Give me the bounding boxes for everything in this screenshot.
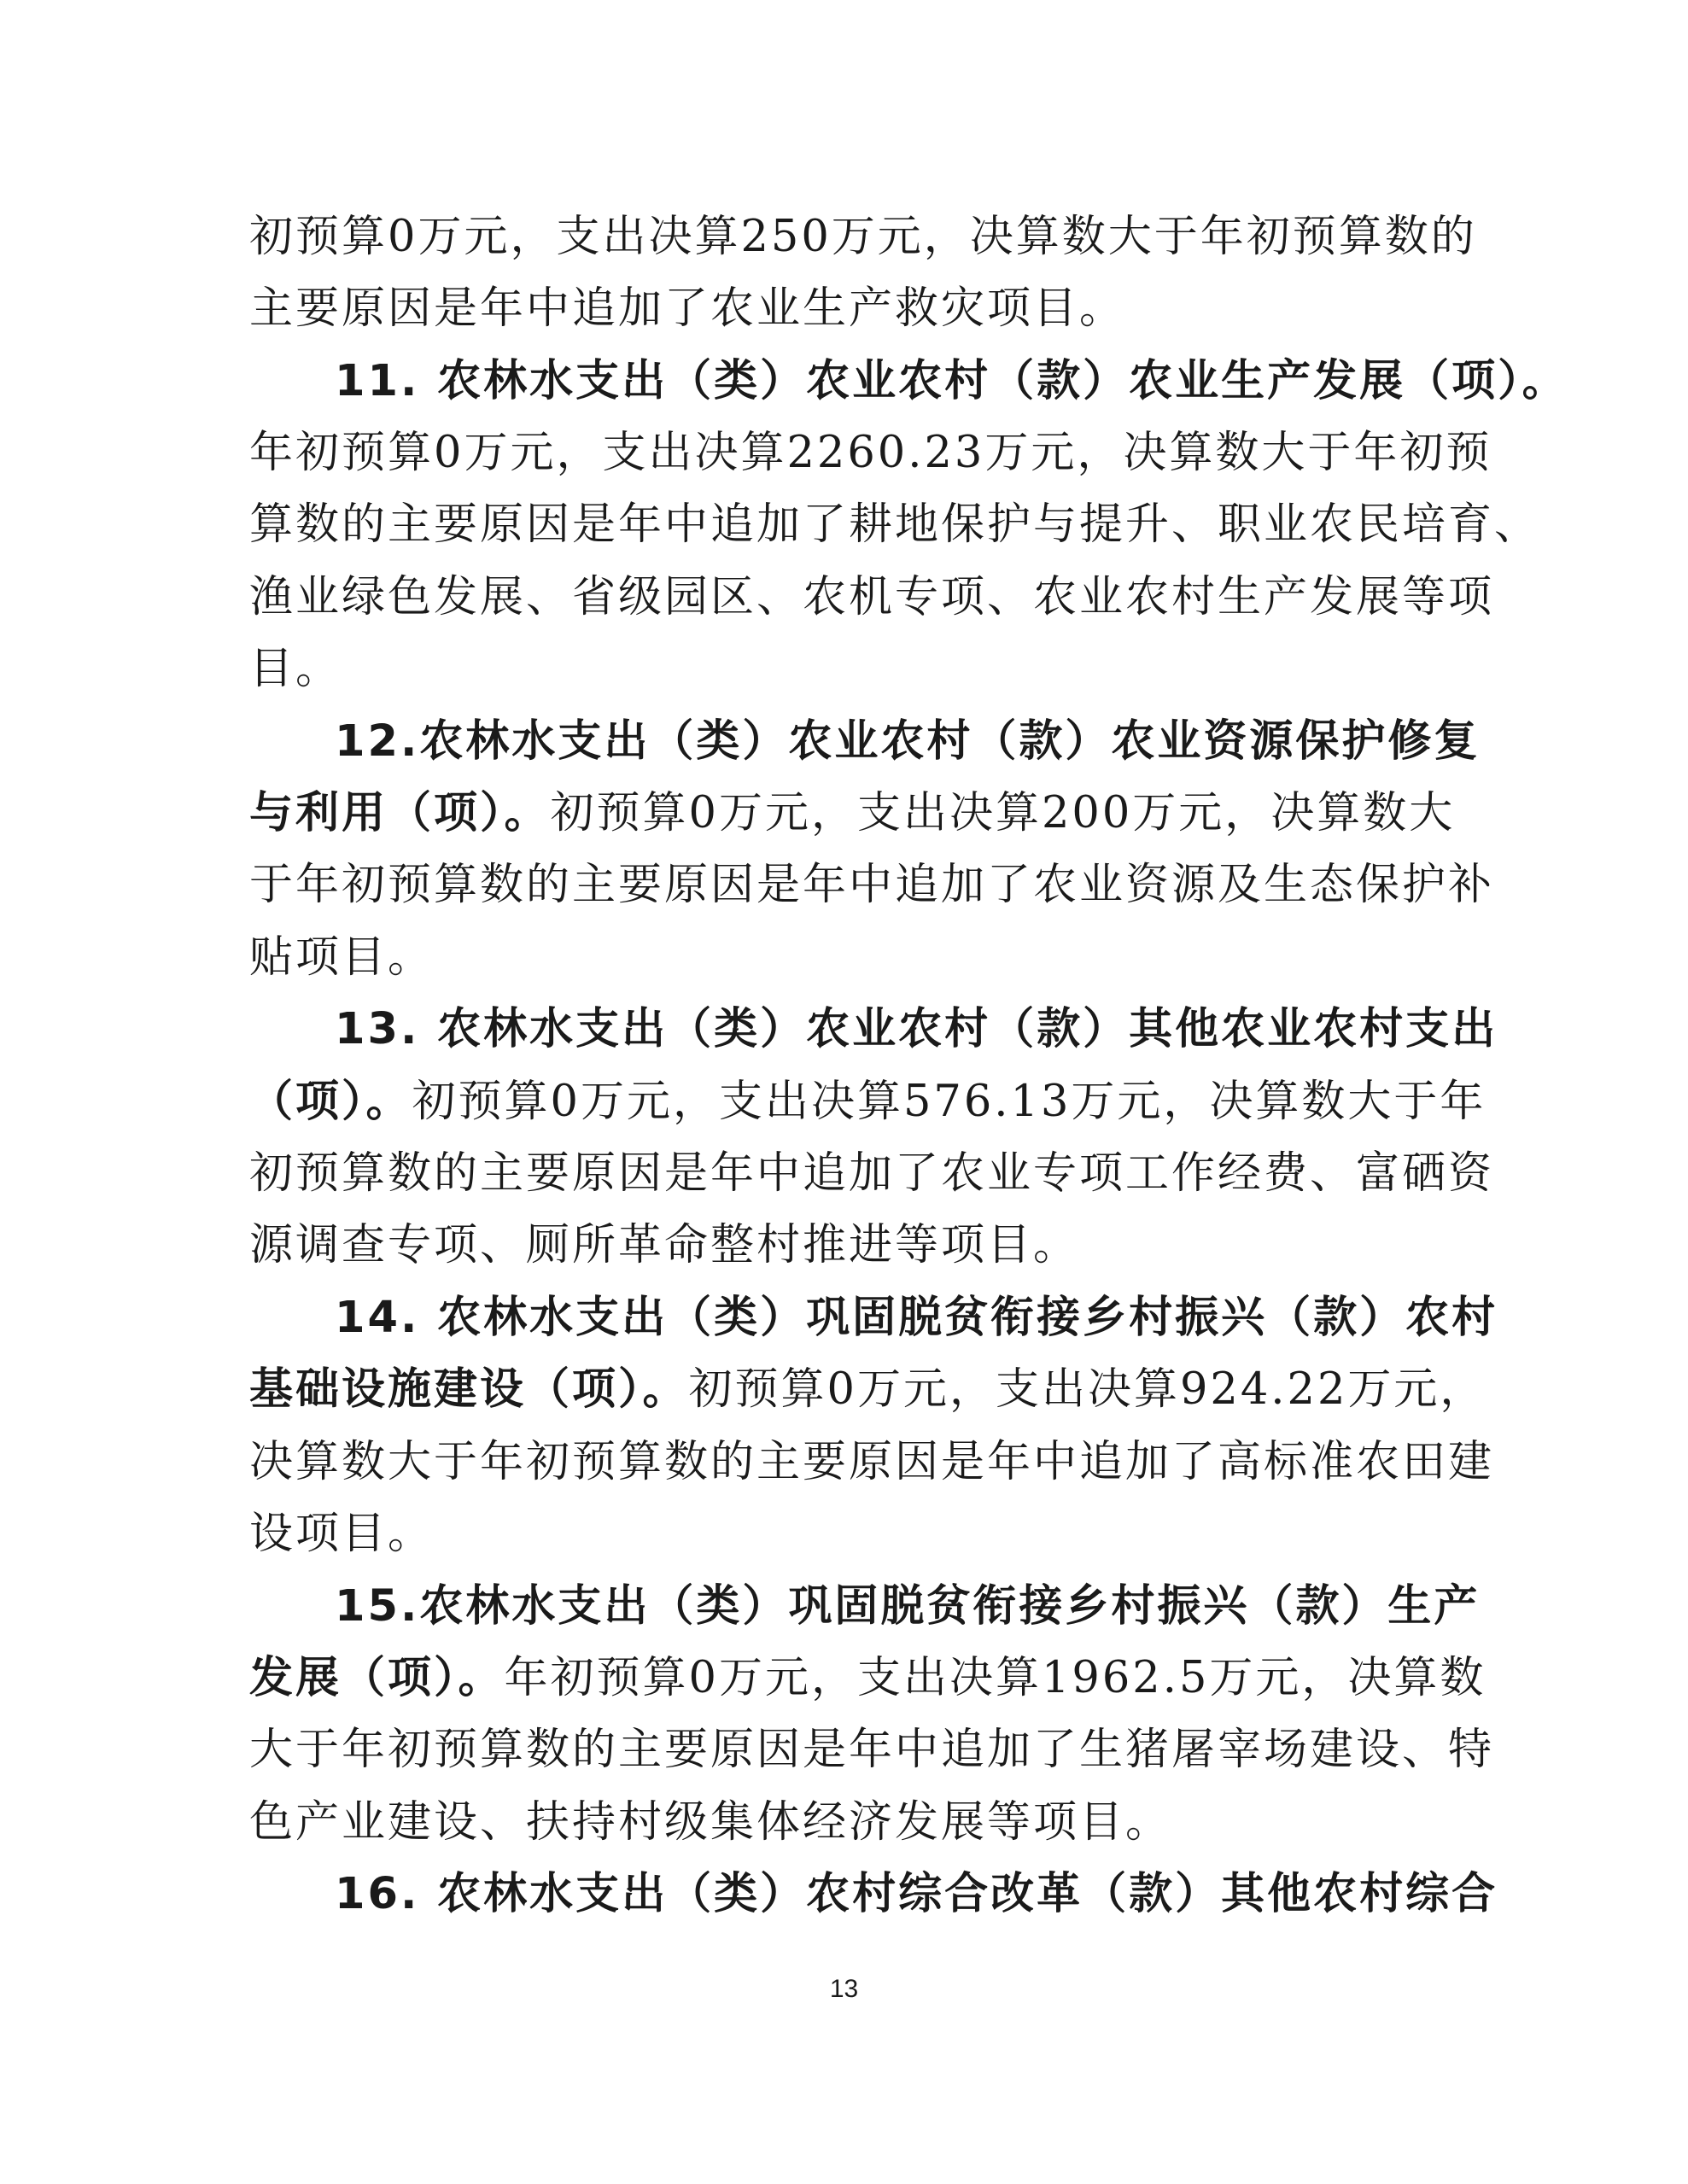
section-heading-15-continued: 发展（项）。 xyxy=(249,1653,505,1703)
body-line: 渔业绿色发展、省级园区、农机专项、农业农村生产发展等项 xyxy=(249,572,1495,622)
section-heading-13: 13. 农林水支出（类）农业农村（款）其他农业农村支出 xyxy=(335,1004,1498,1054)
body-line: 年初预算0万元，支出决算2260.23万元，决算数大于年初预 xyxy=(249,428,1492,478)
section-heading-15: 15.农林水支出（类）巩固脱贫衔接乡村振兴（款）生产 xyxy=(335,1581,1481,1632)
body-line: 决算数大于年初预算数的主要原因是年中追加了高标准农田建 xyxy=(249,1437,1495,1487)
section-heading-11: 11. 农林水支出（类）农业农村（款）农业生产发展（项）。 xyxy=(335,356,1568,406)
body-line: 算数的主要原因是年中追加了耕地保护与提升、职业农民培育、 xyxy=(249,499,1541,550)
body-line: 色产业建设、扶持村级集体经济发展等项目。 xyxy=(249,1797,1172,1848)
body-line: 于年初预算数的主要原因是年中追加了农业资源及生态保护补 xyxy=(249,860,1495,910)
body-line: 主要原因是年中追加了农业生产救灾项目。 xyxy=(249,283,1126,334)
section-heading-14-continued: 基础设施建设（项）。 xyxy=(249,1364,689,1415)
section-heading-12-continued: 与利用（项）。 xyxy=(249,788,551,838)
body-line: 贴项目。 xyxy=(249,932,435,983)
section-heading-16: 16. 农林水支出（类）农村综合改革（款）其他农村综合 xyxy=(335,1869,1498,1919)
body-line: 初预算0万元，支出决算250万元，决算数大于年初预算数的 xyxy=(249,212,1477,262)
section-heading-12: 12.农林水支出（类）农业农村（款）农业资源保护修复 xyxy=(335,716,1481,767)
body-line: 与利用（项）。初预算0万元，支出决算200万元，决算数大 xyxy=(249,788,1456,838)
body-line: 初预算数的主要原因是年中追加了农业专项工作经费、富硒资 xyxy=(249,1148,1495,1199)
section-heading-13-continued: （项）。 xyxy=(249,1077,412,1127)
body-line: （项）。初预算0万元，支出决算576.13万元，决算数大于年 xyxy=(249,1077,1486,1127)
section-heading-14: 14. 农林水支出（类）巩固脱贫衔接乡村振兴（款）农村 xyxy=(335,1293,1498,1343)
body-line: 基础设施建设（项）。初预算0万元，支出决算924.22万元， xyxy=(249,1364,1486,1415)
body-line: 源调查专项、厕所革命整村推进等项目。 xyxy=(249,1220,1080,1270)
body-line: 发展（项）。年初预算0万元，支出决算1962.5万元，决算数 xyxy=(249,1653,1486,1703)
body-line: 目。 xyxy=(249,644,342,694)
body-line: 设项目。 xyxy=(249,1509,435,1559)
page-number: 13 xyxy=(829,1975,859,2003)
body-line: 大于年初预算数的主要原因是年中追加了生猪屠宰场建设、特 xyxy=(249,1725,1495,1775)
